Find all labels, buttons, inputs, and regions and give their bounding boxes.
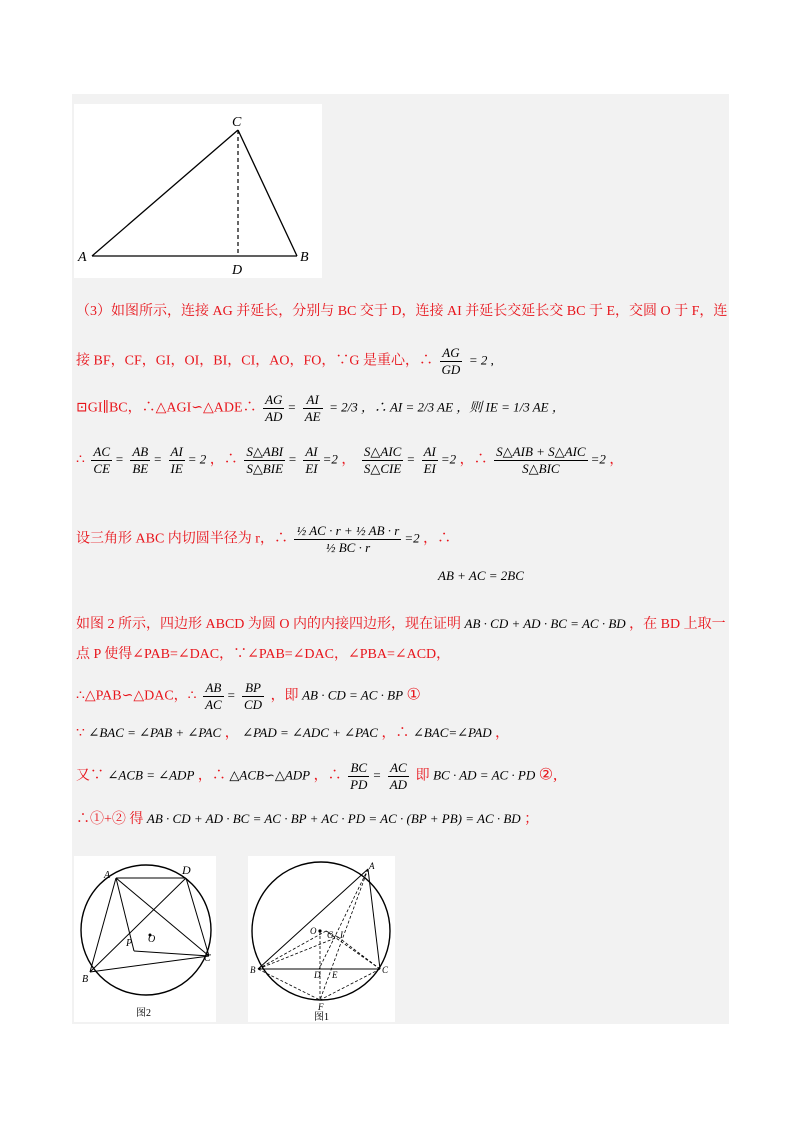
- fig1-label-b: B: [250, 965, 256, 975]
- text-line-10: 又∵ ∠ACB = ∠ADP ，∴ △ACB∽△ADP ，∴ $\frac{BC}{PD}$ = $\frac{AC}{AD}$ 即 BC · AD = AC · PD ②,: [76, 760, 558, 792]
- text-line-5-result: AB + AC = 2BC: [438, 568, 524, 583]
- label-b: B: [300, 250, 309, 265]
- fig2-caption: 图2: [136, 1008, 151, 1019]
- text-line-3: ⊡GI∥BC，∴△AGI∽△ADE∴ $\frac{AG}{AD}$ = $\frac{AI}{AE}$ = 2/3 ，∴ AI = 2/3 AE ，则 IE = 1/3 AE ，: [76, 392, 565, 424]
- fraction-ag-ad: $\frac{AG}{AD}$: [265, 392, 283, 424]
- line-3-text: ⊡GI∥BC，∴△AGI∽△ADE∴: [76, 400, 257, 416]
- triangle-figure: [74, 104, 322, 278]
- triangle-svg: [74, 104, 322, 278]
- line-4-text: ∴: [76, 452, 85, 468]
- fig1-label-a: A: [369, 861, 375, 871]
- text-line-6: 如图 2 所示，四边形 ABCD 为圆 O 内的内接四边形，现在证明 AB · CD + AD · BC = AC · BD ，在 BD 上取一: [76, 616, 726, 632]
- fraction-ai-ae: $\frac{AI}{AE}$: [304, 392, 321, 424]
- fraction-ag-gd: $\frac{AG}{GD}$: [441, 345, 461, 377]
- fig2-label-o: O: [148, 934, 156, 945]
- text-line-2: [76, 345, 494, 378]
- text-line-8: ∴△PAB∽△DAC，∴ $\frac{AB}{AC}$ = $\frac{BP}{CD}$ ，即 AB · CD = AC · BP ①: [76, 680, 421, 712]
- label-a: A: [78, 250, 87, 265]
- fig2-label-c: C: [204, 953, 211, 964]
- fig2-label-p: P: [126, 938, 133, 949]
- figure-1-svg: [248, 856, 395, 1022]
- text-line-11: ∴①+② 得 AB · CD + AD · BC = AC · BP + AC · PD = AC · (BP + PB) = AC · BD ；: [76, 811, 539, 827]
- text-line-9: ∵ ∠BAC = ∠PAB + ∠PAC ， ∠PAD = ∠ADC + ∠PAC ，∴ ∠BAC=∠PAD ，: [76, 725, 510, 741]
- segment-bc: [238, 130, 297, 256]
- fig1-label-e: E: [332, 970, 338, 980]
- text-line-1: （3）如图所示，连接 AG 并延长，分别与 BC 交于 D，连接 AI 并延长交延长交 BC 于 E，交圆 O 于 F，连: [76, 304, 728, 319]
- fraction-inradius: $\frac{\text{½ AC · r + ½ AB · r}}{\text{½ BC · r}}$: [296, 523, 400, 555]
- fig1-label-c: C: [382, 965, 389, 975]
- line-5-text: 设三角形 ABC 内切圆半径为 r，∴: [76, 531, 288, 547]
- fig1-label-o: O: [310, 926, 317, 936]
- label-d: D: [232, 263, 243, 278]
- fig1-label-f: F: [318, 1002, 324, 1012]
- fig2-label-b: B: [82, 974, 89, 985]
- line-2-text: 接 BF，CF，GI，OI，BI，CI，AO，FO，∵G 是重心，∴: [76, 353, 434, 369]
- fig1-caption: 图1: [314, 1012, 329, 1022]
- line-3-eq: = 2/3 ，∴ AI = 2/3 AE ，则 IE = 1/3 AE ，: [329, 399, 565, 415]
- fig2-label-d: D: [182, 863, 191, 877]
- figure-2-cyclic-quadrilateral: [74, 856, 216, 1022]
- fig1-label-i: I: [340, 930, 343, 940]
- label-c: C: [232, 115, 242, 130]
- figure-1-circle-centers: [248, 856, 395, 1022]
- segment-ac: [92, 130, 238, 256]
- text-line-4: ∴ $\frac{AC}{CE}$ = $\frac{AB}{BE}$ = $\frac{AI}{IE}$ = 2 ，∴ $\frac{\text{S△ABI}}{\text{S△BIE}}$ = $\frac{AI}{EI}$ =2 ， $\frac{\text{S△AIC}}{\text{S△CIE}}$ = $\frac{AI}{EI}$ =2 ，∴ $\frac{\text{S△AIB + S△AIC}}{\text{S△BIC}}$ =2 ，: [76, 444, 624, 476]
- text-line-5: 设三角形 ABC 内切圆半径为 r，∴ $\frac{\text{½ AC · r + ½ AB · r}}{\text{½ BC · r}}$ =2 ，∴: [76, 523, 452, 555]
- fig1-label-d: D: [314, 970, 321, 980]
- fig2-label-a: A: [104, 870, 111, 881]
- figure-2-svg: [74, 856, 216, 1022]
- fig1-label-g: G: [327, 930, 334, 940]
- text-line-7: 点 P 使得∠PAB=∠DAC，∵∠PAB=∠DAC，∠PBA=∠ACD，: [76, 647, 451, 662]
- line-2-eq: = 2 ,: [468, 352, 494, 368]
